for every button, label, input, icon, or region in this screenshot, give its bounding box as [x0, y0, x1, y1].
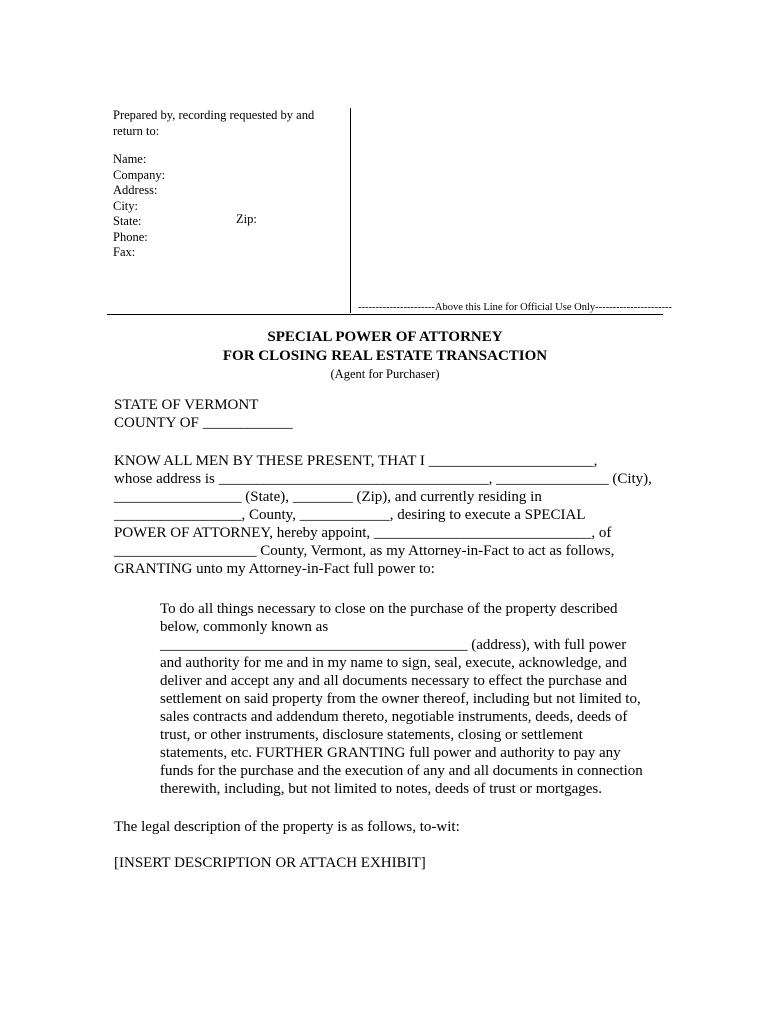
paragraph-line: To do all things necessary to close on the purchase of the property described [160, 601, 618, 617]
spacer [114, 810, 660, 818]
legal-description-intro: The legal description of the property is as follows, to-wit: [114, 819, 460, 835]
venue-state: STATE OF VERMONT [114, 397, 259, 413]
horizontal-divider [107, 314, 663, 315]
spacer [114, 836, 660, 848]
know-all-paragraph [114, 452, 660, 578]
spacer [114, 444, 660, 452]
paragraph-line: sales contracts and addendum thereto, negotiable instruments, deeds, deeds of [160, 709, 628, 725]
insert-description-placeholder: [INSERT DESCRIPTION OR ATTACH EXHIBIT] [114, 855, 426, 871]
document-body [114, 396, 660, 872]
paragraph-line: and authority for me and in my name to sign, seal, execute, acknowledge, and [160, 655, 627, 671]
paragraph-line: funds for the purchase and the execution of any and all documents in connection [160, 763, 643, 779]
paragraph-line: _________________, County, ____________, desiring to execute a SPECIAL [114, 507, 586, 523]
company-field-label: Company: [113, 167, 166, 182]
venue-county: COUNTY OF ____________ [114, 415, 293, 431]
recording-block [113, 108, 349, 261]
spacer [114, 590, 660, 600]
paragraph-line: KNOW ALL MEN BY THESE PRESENT, THAT I ______________________, [114, 453, 598, 469]
paragraph-line: _________________________________________ (address), with full power [160, 637, 627, 653]
official-use-line: ----------------------Above this Line for Official Use Only---------------------- [358, 302, 673, 313]
spacer [114, 432, 660, 444]
paragraph-line: whose address is ____________________________________, _______________ (City), [114, 471, 652, 487]
paragraph-line: _________________ (State), ________ (Zip), and currently residing in [114, 489, 542, 505]
powers-paragraph [114, 600, 660, 798]
title-line-2: FOR CLOSING REAL ESTATE TRANSACTION [222, 348, 548, 364]
vertical-divider [350, 108, 351, 313]
name-field-label: Name: [113, 152, 147, 166]
address-field-label: Address: [113, 183, 158, 197]
title-subtitle: (Agent for Purchaser) [330, 367, 440, 381]
paragraph-line: statements, etc. FURTHER GRANTING full power and authority to pay any [160, 745, 621, 761]
paragraph-line: therewith, including, but not limited to notes, deeds of trust or mortgages. [160, 781, 603, 797]
contact-fields [113, 152, 349, 261]
spacer [114, 798, 660, 810]
paragraph-line: settlement on said property from the owner thereof, including but not limited to, [160, 691, 641, 707]
title-line-1: SPECIAL POWER OF ATTORNEY [267, 329, 503, 345]
prepared-by-text: Prepared by, recording requested by and return to: [113, 108, 315, 138]
phone-field-label: Phone: [113, 229, 148, 244]
state-field-label: State: [113, 214, 142, 228]
paragraph-line: deliver and accept any and all documents necessary to effect the purchase and [160, 673, 628, 689]
paragraph-line: below, commonly known as [160, 619, 329, 635]
paragraph-line: POWER OF ATTORNEY, hereby appoint, _____________________________, of [114, 525, 612, 541]
zip-field-label: Zip: [236, 212, 257, 226]
spacer [114, 578, 660, 590]
fax-field-label: Fax: [113, 245, 136, 259]
city-field-label: City: [113, 198, 139, 213]
paragraph-line: trust, or other instruments, disclosure statements, closing or settlement [160, 727, 583, 743]
paragraph-line: GRANTING unto my Attorney-in-Fact full power to: [114, 561, 435, 577]
paragraph-line: ___________________ County, Vermont, as my Attorney-in-Fact to act as follows, [114, 543, 615, 559]
document-title [107, 328, 663, 382]
